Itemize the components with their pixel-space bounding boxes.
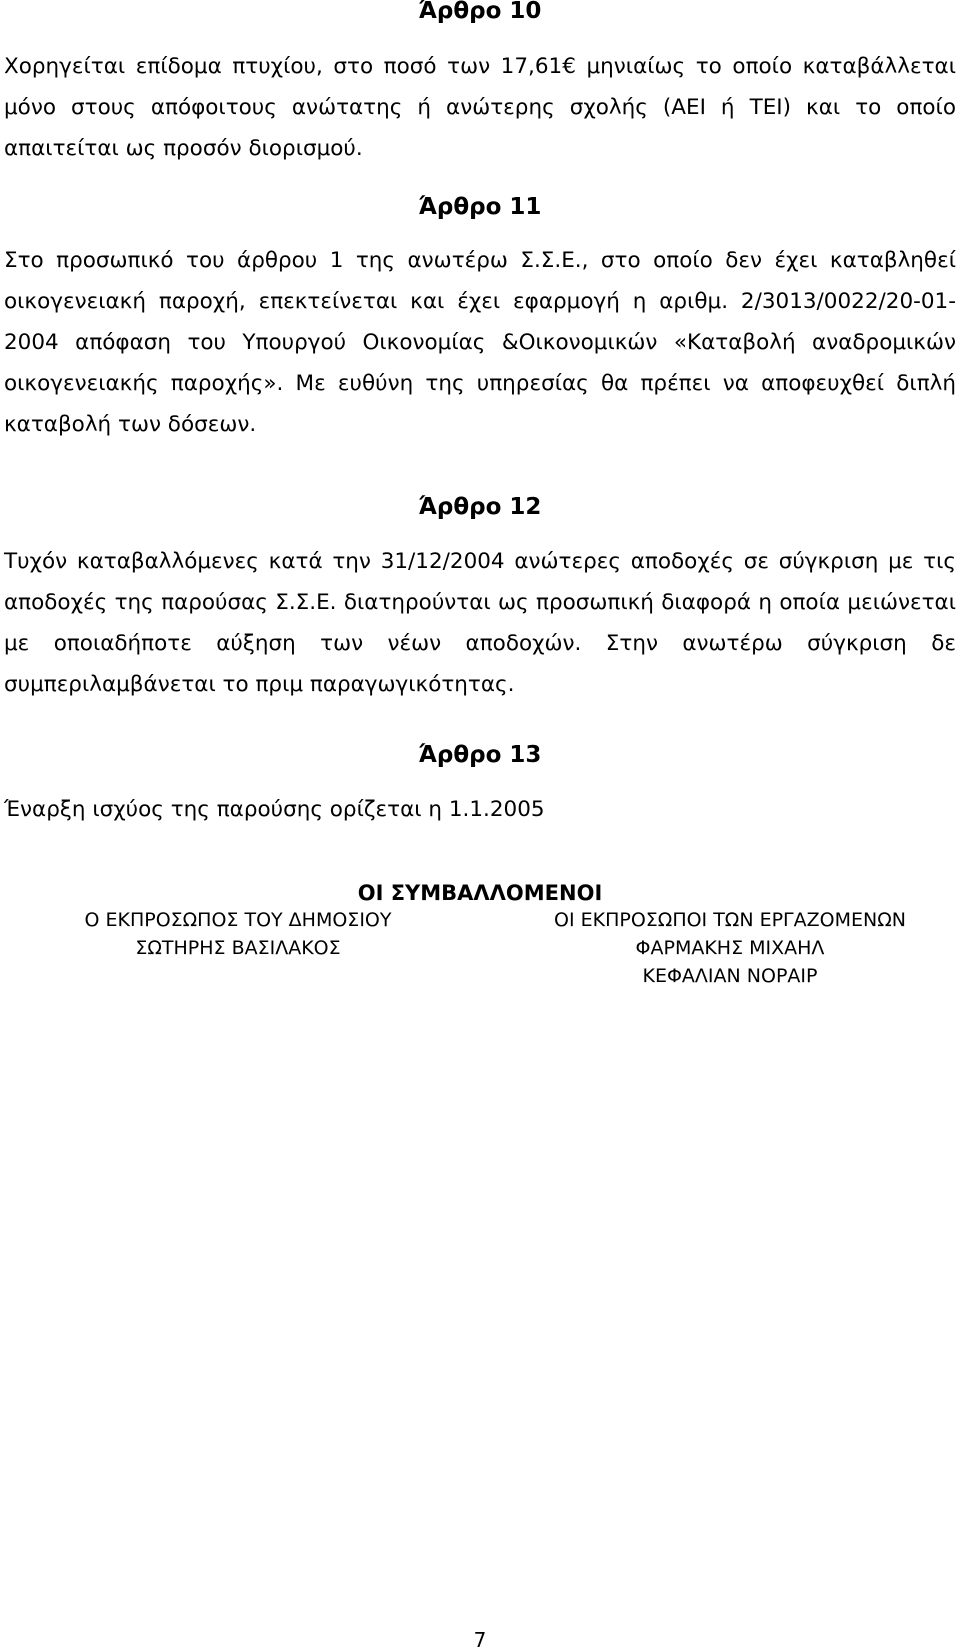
employee-representatives-role: ΟΙ ΕΚΠΡΟΣΩΠΟΙ ΤΩΝ ΕΡΓΑΖΟΜΕΝΩΝ xyxy=(554,909,906,931)
signature-block-public xyxy=(48,906,428,962)
signature-block-employees xyxy=(512,906,948,990)
employee-representative-name-1: ΦΑΡΜΑΚΗΣ ΜΙΧΑΗΛ xyxy=(635,937,825,959)
article-11-text: Στο προσωπικό του άρθρου 1 της ανωτέρω Σ.Σ.Ε., στο οποίο δεν έχει καταβληθεί οικογενειακή παροχή, επεκτείνεται και έχει εφαρμογή η αριθμ. 2/3013/0022/20-01-2004 απόφαση του Υπουργού Οικονομίας &Οικονομικών «Καταβολή αναδρομικών οικογενειακής παροχής». Με ευθύνη της υπηρεσίας θα πρέπει να αποφευχθεί διπλή καταβολή των δόσεων. xyxy=(4,248,956,437)
article-12-text: Τυχόν καταβαλλόμενες κατά την 31/12/2004 ανώτερες αποδοχές σε σύγκριση με τις αποδοχές της παρούσας Σ.Σ.Ε. διατηρούνται ως προσωπική διαφορά η οποία μειώνεται με οποιαδήποτε αύξηση των νέων αποδοχών. Στην ανωτέρω σύγκριση δε συμπεριλαμβάνεται το πριμ παραγωγικότητας. xyxy=(4,549,956,697)
page-number: 7 xyxy=(473,1628,487,1652)
article-10-heading: Άρθρο 10 xyxy=(418,0,542,24)
article-13-heading: Άρθρο 13 xyxy=(418,742,542,768)
public-representative-name: ΣΩΤΗΡΗΣ ΒΑΣΙΛΑΚΟΣ xyxy=(135,937,341,959)
employee-representative-name-2: ΚΕΦΑΛΙΑΝ ΝΟΡΑΙΡ xyxy=(642,965,818,987)
article-12-heading: Άρθρο 12 xyxy=(418,494,542,520)
signatories-title: ΟΙ ΣΥΜΒΑΛΛΟΜΕΝΟΙ xyxy=(357,881,603,905)
article-13-text: Έναρξη ισχύος της παρούσης ορίζεται η 1.1.2005 xyxy=(4,797,545,822)
article-11-heading: Άρθρο 11 xyxy=(418,194,542,220)
public-representative-role: Ο ΕΚΠΡΟΣΩΠΟΣ ΤΟΥ ΔΗΜΟΣΙΟΥ xyxy=(84,909,392,931)
article-10-text: Χορηγείται επίδομα πτυχίου, στο ποσό των 17,61€ μηνιαίως το οποίο καταβάλλεται μόνο στους απόφοιτους ανώτατης ή ανώτερης σχολής (ΑΕΙ ή ΤΕΙ) και το οποίο απαιτείται ως προσόν διορισμού. xyxy=(4,54,956,161)
